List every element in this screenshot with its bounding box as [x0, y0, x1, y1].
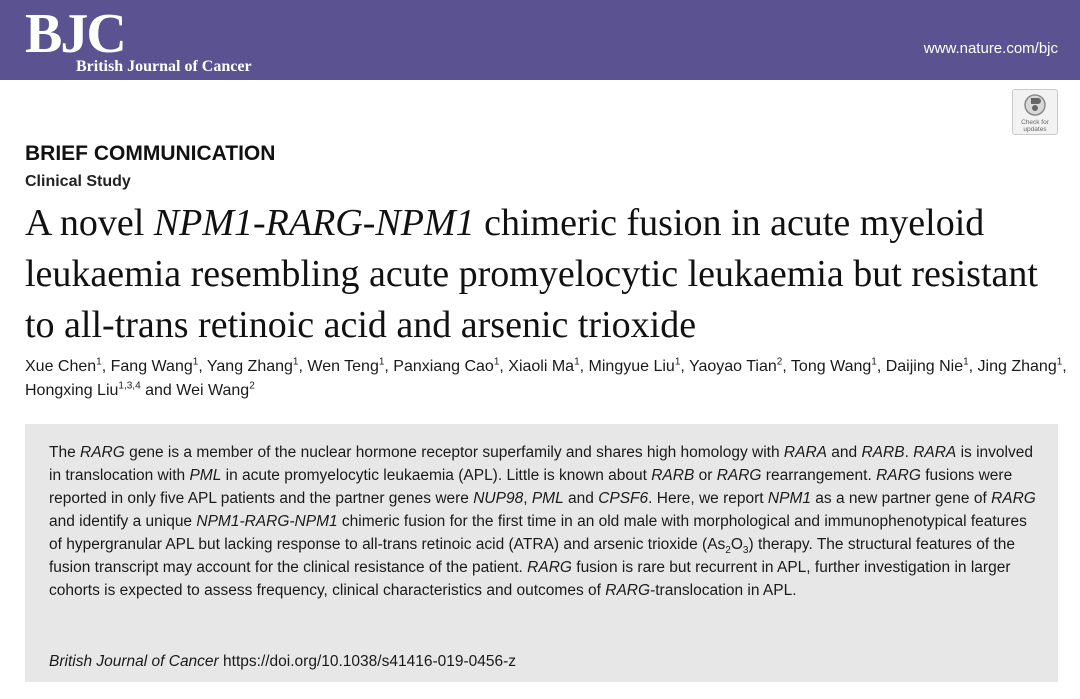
author[interactable] [176, 382, 254, 399]
abstract-segment: rearrangement. [761, 467, 877, 484]
abstract-segment: . Here, we report [648, 490, 768, 507]
abstract-segment: and [563, 490, 599, 507]
check-for-updates-icon [1023, 93, 1047, 117]
abstract-gene-term: RARA [783, 444, 827, 461]
author-name: Jing Zhang [977, 358, 1057, 375]
abstract-segment: chimeric fusion for the first time in an old male with morphological and immunophenotypical features of hypergranular APL but lacking response to all-trans retinoic acid (ATRA) and arsenic trioxide (As [49, 513, 1027, 553]
author-affiliation: 1 [292, 356, 299, 368]
abstract-segment: as a new partner gene of [810, 490, 992, 507]
author-name: Xiaoli Ma [508, 358, 575, 375]
author-affiliation: 1 [192, 356, 199, 368]
abstract-segment: O [730, 536, 743, 553]
article-citation [49, 652, 516, 672]
article-section-label: BRIEF COMMUNICATION [25, 142, 276, 165]
author[interactable] [886, 358, 969, 375]
abstract-segment: 3 [742, 545, 749, 557]
author[interactable] [508, 358, 579, 375]
article-title: A novel NPM1-RARG-NPM1 chimeric fusion in acute myeloid leukaemia resembling acute promyelocytic leukaemia but resistant to all-trans retinoic acid and arsenic trioxide [25, 202, 1038, 346]
abstract-segment: gene is a member of the nuclear hormone receptor superfamily and shares high homology with [124, 444, 784, 461]
abstract-gene-term: NPM1 [767, 490, 811, 507]
abstract-segment: . [904, 444, 914, 461]
citation-doi-link[interactable]: https://doi.org/10.1038/s41416-019-0456-z [223, 653, 517, 670]
author-name: Xue Chen [25, 358, 97, 375]
author-affiliation: 2 [249, 380, 255, 392]
author[interactable] [589, 358, 681, 375]
abstract-gene-term: RARG [876, 467, 921, 484]
author-name: Fang Wang [110, 358, 193, 375]
abstract-gene-term: PML [531, 490, 564, 507]
author-name: Panxiang Cao [393, 358, 494, 375]
author-affiliation: 1 [378, 356, 385, 368]
abstract-gene-term: RARB [651, 467, 695, 484]
abstract-segment: is involved in translocation with [49, 444, 1033, 484]
abstract-gene-term: RARA [913, 444, 957, 461]
author-affiliation: 1 [963, 356, 969, 368]
abstract-gene-term: RARB [861, 444, 905, 461]
author-list: Xue Chen$^1$, Fang Wang$^1$, Yang Zhang$^1$, Wen Teng$^1$, Panxiang Cao$^1$, Xiaoli Ma$^1$, Mingyue Liu$^1$, Yaoyao Tian$^2$, Tong Wang$^1$, Daijing Nie$^1$, Jing Zhang$^1$, Hongxing Liu$^{1,3,4}$ and Wei Wang$^2$ [25, 356, 1067, 399]
abstract-box [25, 424, 1058, 682]
author-affiliation: 1 [493, 356, 500, 368]
abstract-segment: and [827, 444, 862, 461]
abstract-segment: , [523, 490, 532, 507]
author[interactable] [307, 358, 384, 375]
author[interactable] [25, 358, 102, 375]
author[interactable] [978, 358, 1063, 375]
abstract-segment: or [694, 467, 717, 484]
author[interactable] [689, 358, 782, 375]
author-affiliation: 1 [574, 356, 580, 368]
author-affiliation: 1 [96, 356, 102, 368]
article-study-type: Clinical Study [25, 173, 131, 190]
author-name: Yang Zhang [206, 358, 293, 375]
abstract-gene-term: NUP98 [473, 490, 524, 507]
abstract-gene-term: PML [189, 467, 222, 484]
author[interactable] [25, 382, 141, 399]
author-name: Mingyue Liu [588, 358, 675, 375]
citation-journal: British Journal of Cancer [49, 653, 219, 670]
abstract-segment: fusions were reported in only five APL patients and the partner genes were [49, 467, 1013, 507]
author-affiliation: 1,3,4 [118, 380, 141, 392]
author-affiliation: 1 [1056, 356, 1063, 368]
abstract-gene-term: CPSF6 [598, 490, 649, 507]
abstract-gene-term: RARG [991, 490, 1036, 507]
author-affiliation: 1 [674, 356, 681, 368]
abstract-gene-term: RARG [716, 467, 762, 484]
author-name: Daijing Nie [885, 358, 964, 375]
author-name: Hongxing Liu [25, 382, 119, 399]
abstract-segment: -translocation in APL. [650, 582, 797, 599]
author-name: Wen Teng [307, 358, 379, 375]
author-name: Wei Wang [176, 382, 250, 399]
author-conjunction: and [145, 382, 172, 399]
abstract-gene-term: NPM1-RARG-NPM1 [196, 513, 338, 530]
abstract-text [49, 441, 1039, 602]
abstract-segment: and identify a unique [49, 513, 197, 530]
author[interactable] [393, 358, 499, 375]
check-for-updates-label: Check for updates [1021, 119, 1049, 133]
abstract-gene-term: RARG [605, 582, 651, 599]
author[interactable] [111, 358, 199, 375]
abstract-segment: The [49, 444, 81, 461]
author-name: Yaoyao Tian [688, 358, 777, 375]
author[interactable] [207, 358, 299, 375]
abstract-gene-term: RARG [527, 559, 572, 576]
check-for-updates-button[interactable] [1012, 89, 1058, 135]
abstract-segment: in acute promyelocytic leukaemia (APL). Little is known about [221, 467, 652, 484]
abstract-segment: fusion is rare but recurrent in APL, further investigation in larger cohorts is expected to assess frequency, clinical characteristics and outcomes of [49, 559, 1011, 599]
abstract-gene-term: RARG [80, 444, 125, 461]
abstract-segment: 2 [725, 545, 731, 557]
author-affiliation: 1 [871, 356, 877, 368]
journal-url-link[interactable]: www.nature.com/bjc [923, 40, 1058, 57]
author[interactable] [791, 358, 877, 375]
journal-logo[interactable]: BJC [25, 3, 125, 65]
author-affiliation: 2 [776, 356, 783, 368]
author-name: Tong Wang [790, 358, 872, 375]
journal-header [0, 0, 1080, 80]
journal-name: British Journal of Cancer [76, 58, 252, 75]
abstract-segment: ) therapy. The structural features of the fusion transcript may account for the clinical resistance of the patient. [49, 536, 1015, 576]
